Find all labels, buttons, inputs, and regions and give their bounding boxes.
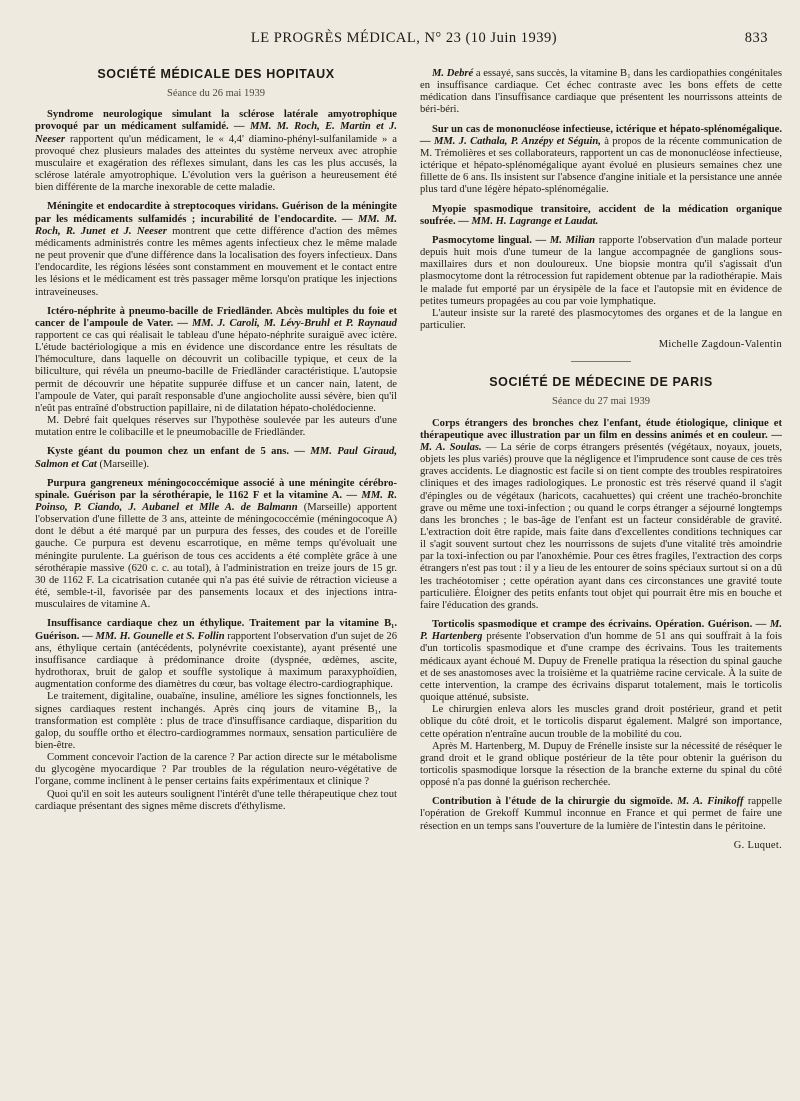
abstract-title: Contribution à l'étude de la chirurgie du sigmoïde. bbox=[432, 796, 673, 808]
abstract bbox=[420, 619, 782, 789]
abstract-title: Purpura gangreneux méningococcémique associé à une méningite cérébro-spinale. Guérison par la sérothérapie, le 1162 F et la vitamine A. bbox=[35, 477, 397, 501]
society-title: SOCIÉTÉ DE MÉDECINE DE PARIS bbox=[489, 375, 713, 390]
abstract-text: montrent que cette différence d'action des mêmes médicaments administrés contre les mêmes agents infectieux chez le même malade ne peut provenir que d'une différence dans la localisation des foyers infectieux. Dans l'endocardite, les régions lésées sont constamment en mouvement et le contact entre les lésions et le médicament est très passager même lorsqu'on pratique les injections intraveineuses. bbox=[35, 225, 397, 298]
abstract-authors: — MM. H. Gounelle et S. Follin bbox=[82, 630, 225, 642]
abstract-paragraph: Quoi qu'il en soit les auteurs soulignent l'intérêt d'une telle thérapeutique chez tout cardiaque présentant des signes même discrets d'éthylisme. bbox=[35, 788, 397, 812]
abstract-text: (Marseille) apportent l'observation d'une fillette de 3 ans, atteinte de méningococcémie (méningocoque A) dont le début a été marqué par un purpura des fesses, des coudes et de l'oreille gauche. Ce purpura est devenu escarrotique, en même temps qu'évoluait une méningite purulente. La guérison de tous ces accidents a été complète grâce à une sérothérapie massive (620 c. c. au total), à l'administration en treize jours de 15 gr. 30 de 1162 F. La cicatrisation cutanée qui n'a pas été suivie de rétraction vicieuse a été, semble-t-il, favorisée par des pansements locaux et des injections intra-musculaires de vitamine A. bbox=[35, 502, 397, 611]
abstract-title: Corps étrangers des bronches chez l'enfant, étude étiologique, clinique et thérapeutique avec illustration par un film en dessins animés et en couleur. bbox=[420, 417, 782, 441]
abstract-title: Myopie spasmodique transitoire, accident de la médication organique soufrée. bbox=[420, 203, 782, 227]
abstract-text: rapportent ce cas qui réalisait le tableau d'une hépato-néphrite suraiguë avec ictère. L'étude bactériologique a mis en évidence une discordance entre les résultats de l'hémoculture, dans laquelle on découvrit un colibacille typique, et ceux de la biliculture, qui révéla un pneumo-bacille de Friedländer caractéristique. L'autopsie permit de découvrir une hépatite suppurée diffuse et un cancer nain, latent, de l'ampoule de Vater, qui paraît responsable d'une angiocholite aussi sévère, bien qu'il n'eût pas entraîné d'obstruction papillaire, ni de dilatation hépato-cholédocienne. bbox=[35, 329, 397, 414]
abstract-body bbox=[35, 478, 397, 612]
journal-title: LE PROGRÈS MÉDICAL, N° 23 (10 Juin 1939) bbox=[250, 30, 558, 46]
society-title: SOCIÉTÉ MÉDICALE DES HOPITAUX bbox=[97, 67, 335, 81]
abstract bbox=[35, 446, 397, 470]
abstract bbox=[420, 204, 782, 228]
abstract-body bbox=[420, 68, 782, 117]
abstract-text: rapportent qu'un médicament, le « 4,4' diamino-phényl-sulfanilamide » a provoqué chez plusieurs malades des atteintes du système nerveux avec atrophie musculaire et exagération des réflexes simulant, dans les cas les plus accusés, la sclérose latérale amyotrophique. L'évolution vers la guérison a heureusement été bien différente de la marche inexorable de cette maladie. bbox=[35, 133, 397, 194]
abstract-list bbox=[420, 124, 782, 333]
abstract bbox=[35, 201, 397, 298]
abstract-text: présente l'observation d'un homme de 51 ans qui souffrait à la fois d'un torticolis spasmodique et d'une crampe des écrivains. Tous les traitements médicaux ayant échoué M. Dupuy de Frenelle pratiqua la résection du spinal gauche et de ses anastomoses avec la troisième et la quatrième racine cervicale. À la suite de cette intervention, la crampe des écrivains disparut totalement, mais le torticolis quoique atténué, subsiste. bbox=[420, 631, 782, 704]
section-divider bbox=[571, 361, 631, 362]
abstract bbox=[35, 306, 397, 440]
abstract bbox=[35, 478, 397, 612]
abstract bbox=[420, 418, 782, 613]
abstract-paragraph: M. Debré fait quelques réserves sur l'hypothèse soulevée par les auteurs d'une mutation entre le colibacille et le pneumobacille de Friedländer. bbox=[35, 415, 397, 439]
abstract-body bbox=[420, 619, 782, 704]
abstract-title: Insuffisance cardiaque chez un éthylique. Traitement par la vitamine B₁. Guérison. bbox=[35, 618, 397, 642]
abstract bbox=[35, 618, 397, 813]
abstract-title: Sur un cas de mononucléose infectieuse, ictérique et hépato-splénomégalique. bbox=[432, 123, 782, 135]
abstract bbox=[35, 109, 397, 194]
abstract-title: Torticolis spasmodique et crampe des écrivains. Opération. Guérison. bbox=[432, 619, 753, 631]
abstract-text: a essayé, sans succès, la vitamine B₁ dans les cardiopathies congénitales en insuffisance cardiaque. Cet échec contraste avec les bons effets de cette médication dans l'insuffisance cardiaque que présentent les nourrissons atteints de béri-béri. bbox=[420, 68, 782, 116]
abstract-text: rappelle l'opération de Grekoff Kummul inconnue en France et qui permet de faire une résection en un temps sans l'ouverture de la lumière de l'intestin dans le péritoine. bbox=[420, 796, 782, 832]
abstract-text: à propos de la récente communication de M. Trémolières et ses collaborateurs, rapportent un cas de mononucléose infectieuse, ictérique et hépato-splénomégalique ayant évolué en plusieurs semaines chez une fillette de 6 ans. Ils insistent sur l'absence d'angine initiale et la persistance une année plus tard d'une légère hépato-splénomégalie. bbox=[420, 135, 782, 196]
abstract-text: rapporte l'observation d'un malade porteur depuis huit mois d'une tumeur de la langue accompagnée de ganglions sous-maxillaires durs et non douloureux. Une biopsie montra qu'il s'agissait d'un plasmocytome dont la rétrocession fut rapidement obtenue par la radiothérapie. Mais le malade fut emporté par un érysipèle de la face et l'autopsie mit en évidence de petites tumeurs propagées au cou par voie lymphatique. bbox=[420, 234, 782, 307]
abstract-text: — La série de corps étrangers présentés (végétaux, noyaux, jouets, objets les plus variés) prouve que la négligence et l'imprudence sont cause de ces très graves accidents. Le diagnostic est facile si on tient compte des troubles respiratoires cliniques et des images radiologiques. Le pronostic est très réservé quand il s'agit d'épingles ou de végétaux (haricots, cacahuettes) qui créent une trachéo-bronchite grave ou même une toxi-infection ; ou quand le corps étranger a séjourné longtemps dans les bronches ; le bas-âge de l'enfant est un facteur considérable de gravité. L'extraction doit être rapide, mais faite dans d'excellentes conditions techniques car il s'agit souvent surtout chez les nourrissons de sujets d'une vitalité très amoindrie par la toxi-infection ou par l'anoxhémie. Pour ces êtres fragiles, l'extraction des corps étrangers n'est pas tout : il y a lieu de les entourer de soins spéciaux surtout si on a dû les trachéotomiser ; cette opération ayant dans ces circonstances une gravité toute particulière. Éloigner des petits enfants tout objet qui pourrait être mis en bouche et faire l'éducation des grands. bbox=[420, 441, 783, 611]
abstract-authors: — MM. R. Poinso, P. Ciando, J. Aubanel et Mlle A. de Balmann bbox=[35, 489, 397, 513]
author-signature: Michelle Zagdoun-Valentin bbox=[658, 339, 782, 351]
abstract-authors: — M. P. Hartenberg bbox=[420, 619, 782, 643]
abstract-text: (Marseille). bbox=[99, 458, 150, 470]
abstract-paragraph: Après M. Hartenberg, M. Dupuy de Frénelle insiste sur la nécessité de réséquer le grand droit et le grand oblique postérieur de la tête pour obtenir la guérison du torticolis spasmodique lorsque la résection de la branche externe du spinal du côté opposé n'a pas donné la guérison recherchée. bbox=[420, 740, 782, 789]
abstract-paragraph: Comment concevoir l'action de la carence ? Par action directe sur le métabolisme du glycogène myocardique ? Par troubles de la régulation neuro-végétative de l'organe, comme inclinent à le penser certains faits expérimentaux et clinique ? bbox=[35, 752, 397, 788]
abstract-body bbox=[35, 446, 397, 470]
abstract-list bbox=[420, 418, 782, 833]
abstract-title: Ictéro-néphrite à pneumo-bacille de Friedländer. Abcès multiples du foie et cancer de l'ampoule de Vater. bbox=[35, 305, 397, 329]
abstract-text: rapportent l'observation d'un sujet de 26 ans, éthylique certain (antécédents, polynévrite coexistante), ayant présenté une insuffisance cardiaque à prédominance droite (dyspnée, œdèmes, ascite, hydrothorax, bruit de galop et souffle systolique à maximum paraxyphoïdien, augmentation conforme des diamètres du cœur, bas voltage électro-cardiographique. bbox=[35, 630, 397, 691]
abstract-title: Méningite et endocardite à streptocoques viridans. Guérison de la méningite par les médicaments sulfamidés ; incurabilité de l'endocardite. bbox=[35, 201, 397, 225]
left-column bbox=[35, 68, 397, 820]
abstract bbox=[420, 796, 782, 832]
abstract-body bbox=[35, 109, 397, 194]
running-header bbox=[40, 30, 768, 52]
page-number: 833 bbox=[744, 30, 768, 46]
abstract-body bbox=[420, 235, 782, 308]
abstract-authors: M. Debré bbox=[432, 68, 474, 79]
session-date: Séance du 26 mai 1939 bbox=[167, 88, 265, 100]
abstract bbox=[420, 124, 782, 197]
abstract-authors: — MM. J. Caroli, M. Lévy-Bruhl et P. Raynaud bbox=[177, 317, 397, 329]
abstract-authors: — MM. H. Lagrange et Laudat. bbox=[458, 215, 599, 227]
abstract-body bbox=[35, 201, 397, 298]
abstract bbox=[420, 235, 782, 332]
abstract-authors: — MM. J. Cathala, P. Anzépy et Séguin, bbox=[420, 135, 601, 147]
session-date: Séance du 27 mai 1939 bbox=[552, 396, 650, 408]
abstract-body bbox=[420, 124, 782, 197]
abstract-title: Pasmocytome lingual. bbox=[432, 234, 532, 246]
abstract-paragraph: L'auteur insiste sur la rareté des plasmocytomes des organes et de la langue en particulier. bbox=[420, 307, 782, 331]
abstract-authors: — M. Milian bbox=[535, 234, 596, 246]
abstract-body bbox=[420, 204, 782, 228]
abstract-body bbox=[420, 418, 782, 613]
abstract-body bbox=[35, 306, 397, 415]
abstract-list bbox=[35, 109, 397, 813]
abstract-body bbox=[35, 618, 397, 691]
abstract-paragraph: Le traitement, digitaline, ouabaïne, insuline, améliore les signes fonctionnels, les signes cardiaques restent inchangés. Après cinq jours de vitamine B₁, la transformation est complète : plus de trace d'insuffisance cardiaque, disparition du galop, du souffle ortho et électro-cardiogrammes normaux, sensation particulière de bien-être. bbox=[35, 691, 397, 751]
abstract-authors: M. A. Finikoff bbox=[677, 796, 744, 808]
right-column bbox=[420, 68, 782, 862]
abstract-paragraph: Le chirurgien enleva alors les muscles grand droit postérieur, grand et petit oblique du côté droit, et le torticolis disparut également. Malgré son importance, cette opération n'entraîne aucun trouble de la mobilité du cou. bbox=[420, 704, 782, 740]
author-signature: G. Luquet. bbox=[733, 839, 782, 851]
abstract-authors: — M. A. Soulas. bbox=[420, 429, 782, 453]
abstract-title: Syndrome neurologique simulant la sclérose latérale amyotrophique provoqué par un médicament sulfamidé. bbox=[35, 109, 397, 133]
abstract-body bbox=[420, 796, 782, 832]
abstract-authors: — MM. Paul Giraud, Salmon et Cat bbox=[35, 446, 397, 470]
abstract-continuation bbox=[420, 68, 782, 117]
abstract-authors: — MM. M. Roch, R. Junet et J. Neeser bbox=[35, 213, 397, 237]
abstract-title: Kyste géant du poumon chez un enfant de 5 ans. bbox=[47, 446, 290, 458]
abstract-authors: — MM. M. Roch, E. Martin et J. Neeser bbox=[35, 121, 397, 145]
